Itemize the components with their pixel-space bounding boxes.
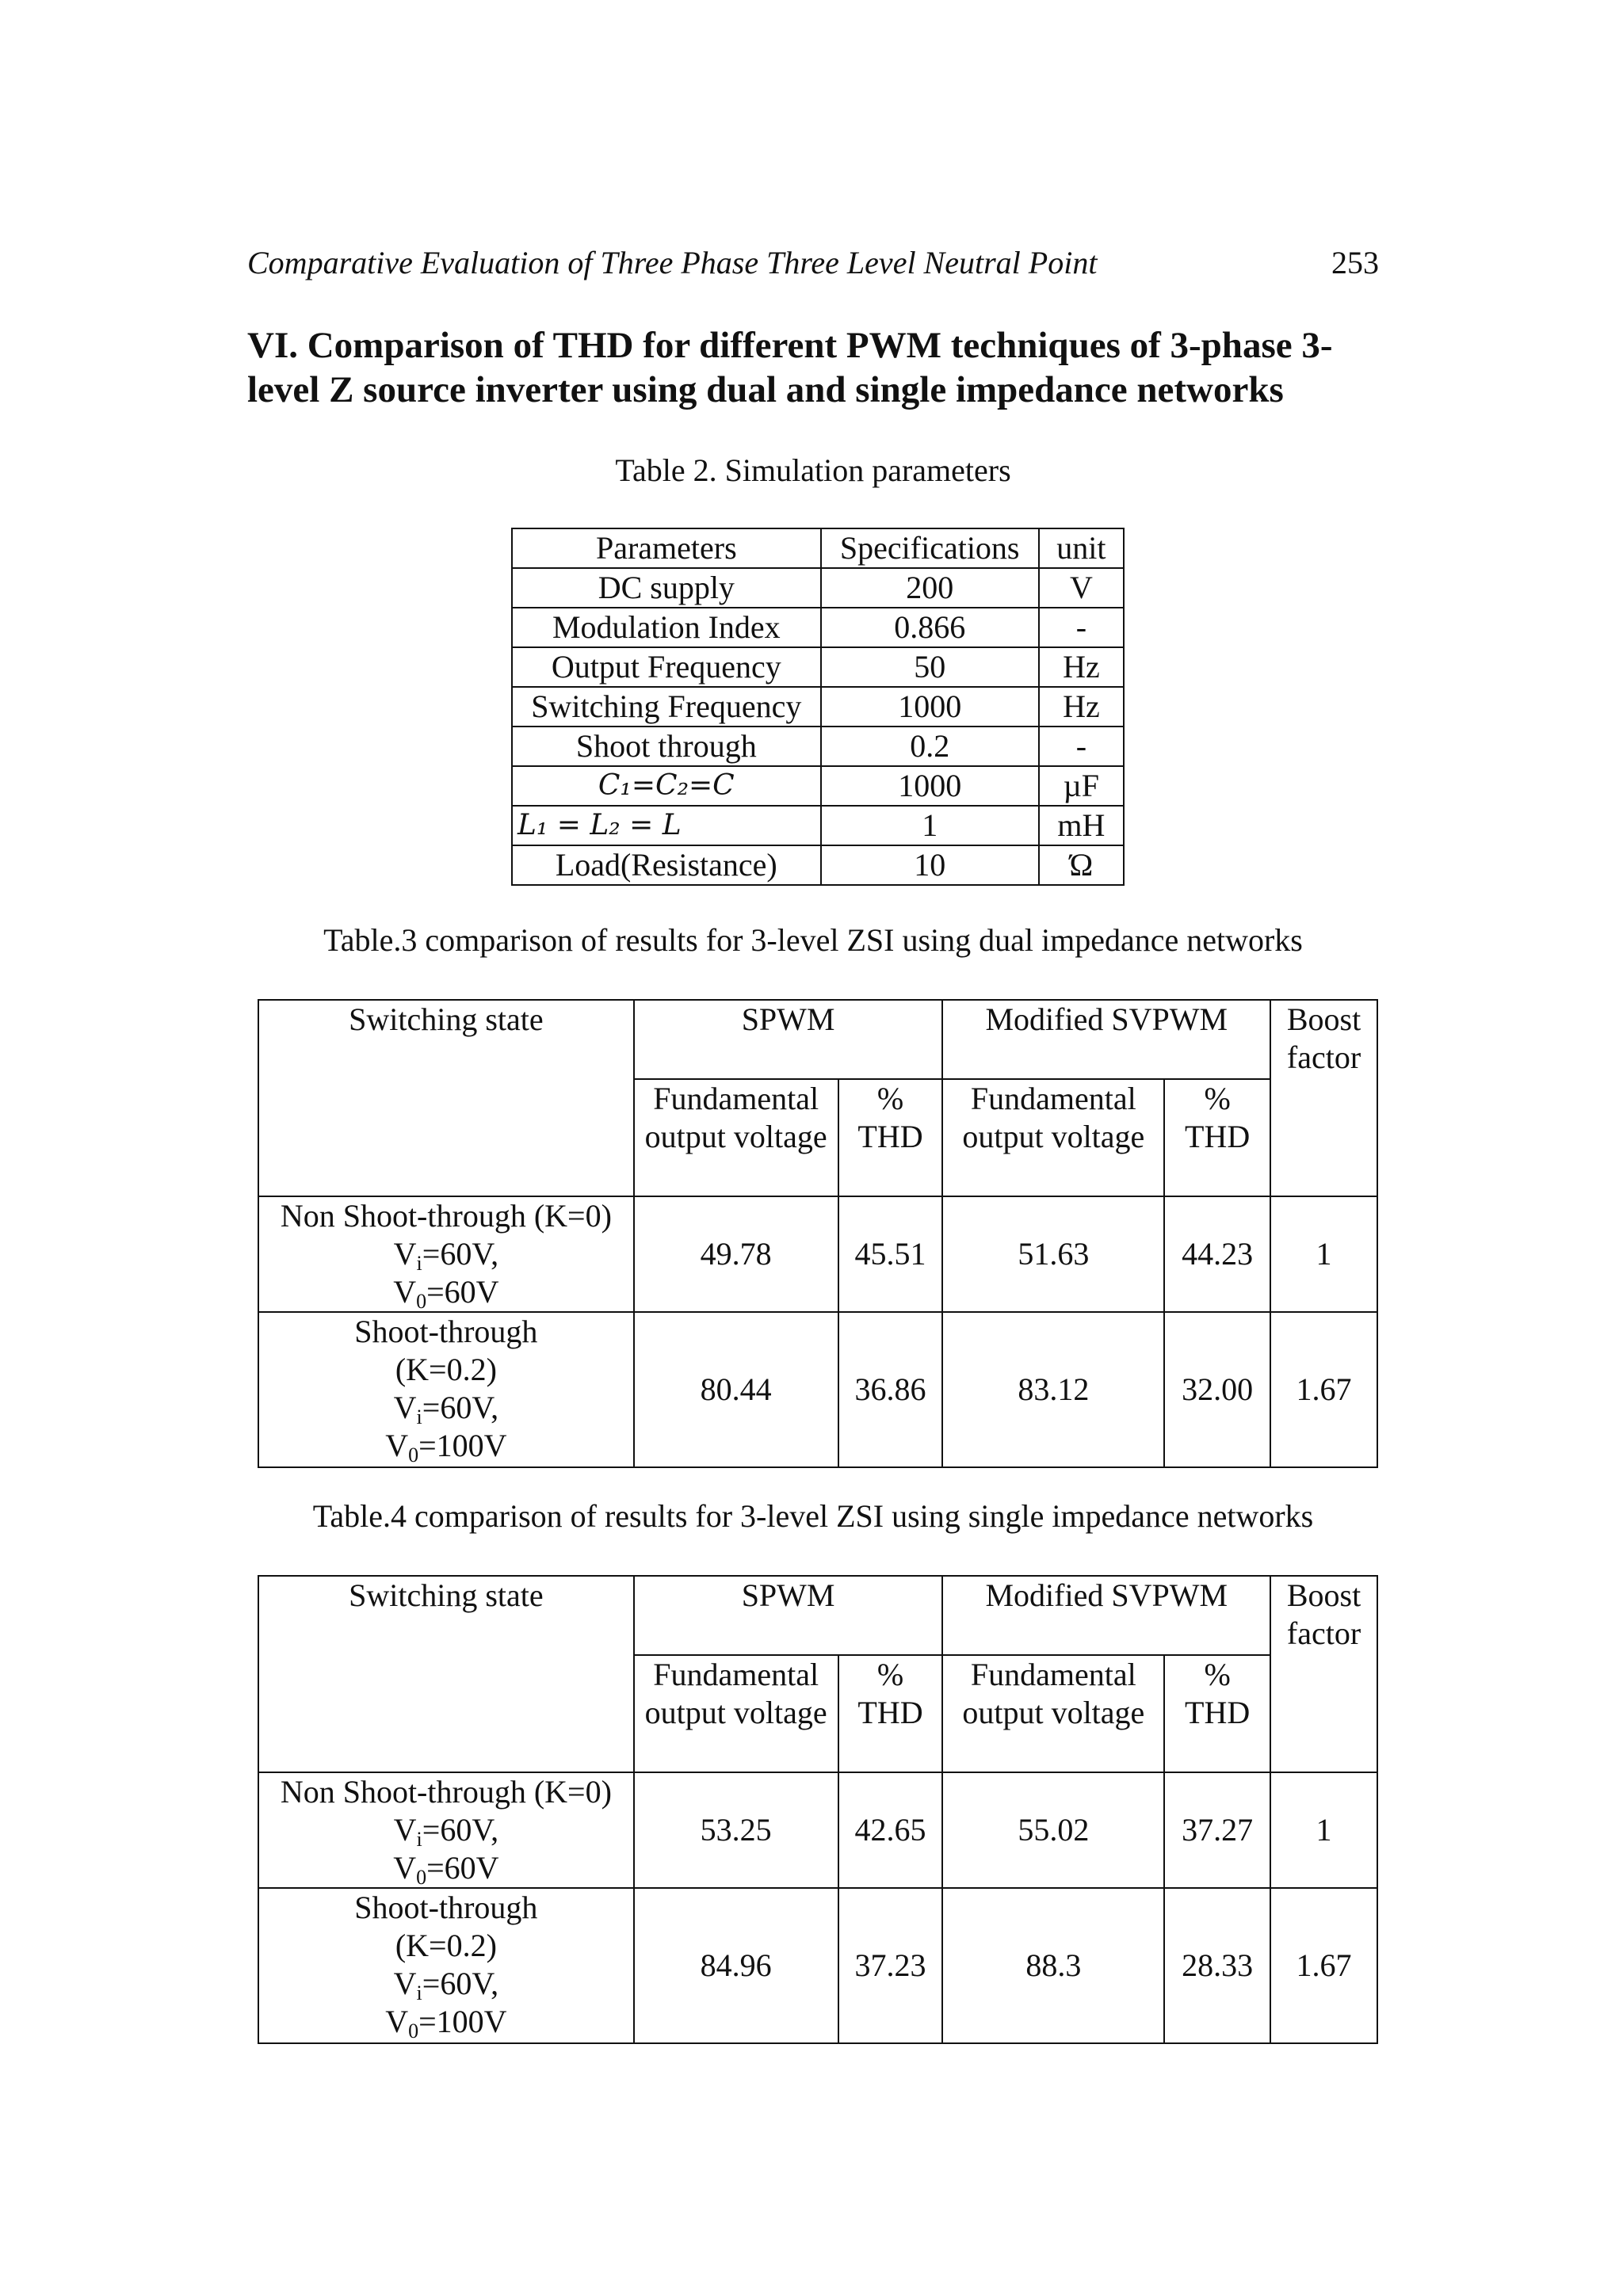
table3-caption: Table.3 comparison of results for 3-level ZSI using dual impedance networks bbox=[323, 922, 1303, 958]
table-cell: µF bbox=[1039, 766, 1124, 806]
table-cell: 44.23 bbox=[1164, 1196, 1270, 1312]
table-cell: 51.63 bbox=[942, 1196, 1164, 1312]
state-line: Non Shoot-through (K=0) bbox=[280, 1774, 612, 1810]
table-cell: 42.65 bbox=[838, 1772, 943, 1888]
table-row bbox=[512, 608, 1124, 647]
state-line: (K=0.2) bbox=[395, 1352, 497, 1387]
table-cell: Shoot through bbox=[512, 727, 821, 766]
table-cell: DC supply bbox=[512, 568, 821, 608]
table-cell: 1 bbox=[1270, 1196, 1377, 1312]
table-cell: 49.78 bbox=[634, 1196, 838, 1312]
table-row bbox=[512, 845, 1124, 885]
table2-caption: Table 2. Simulation parameters bbox=[615, 452, 1011, 488]
table-cell: 28.33 bbox=[1164, 1888, 1270, 2043]
table-cell-math: L₁ = L₂ = L bbox=[512, 806, 821, 845]
table-cell: - bbox=[1039, 727, 1124, 766]
header-cell: Specifications bbox=[821, 528, 1039, 568]
table-cell: Modulation Index bbox=[512, 608, 821, 647]
header-thd: % THD bbox=[1164, 1655, 1270, 1772]
table-cell: 53.25 bbox=[634, 1772, 838, 1888]
table-cell: Output Frequency bbox=[512, 647, 821, 687]
running-head bbox=[247, 244, 1379, 281]
state-line: $V_0=60V$ bbox=[393, 1850, 499, 1889]
table-cell: 45.51 bbox=[838, 1196, 943, 1312]
table-row bbox=[512, 727, 1124, 766]
state-line: $V_i=60V$, bbox=[393, 1966, 499, 2004]
table-cell: 55.02 bbox=[942, 1772, 1164, 1888]
header-fundamental-voltage: Fundamental output voltage bbox=[634, 1655, 838, 1772]
table-cell: Hz bbox=[1039, 687, 1124, 727]
state-line: Non Shoot-through (K=0) bbox=[280, 1198, 612, 1234]
header-thd: % THD bbox=[838, 1079, 943, 1196]
state-line: Shoot-through bbox=[354, 1890, 538, 1925]
table-row bbox=[258, 1888, 1377, 2043]
table-cell: 80.44 bbox=[634, 1312, 838, 1467]
state-label-cell bbox=[258, 1888, 634, 2043]
table-cell: Ώ bbox=[1039, 845, 1124, 885]
table-row bbox=[258, 1196, 1377, 1312]
page-number: 253 bbox=[1331, 245, 1379, 280]
table-cell: 37.23 bbox=[838, 1888, 943, 2043]
header-fundamental-voltage: Fundamental output voltage bbox=[634, 1079, 838, 1196]
table-row bbox=[512, 568, 1124, 608]
table-cell: Hz bbox=[1039, 647, 1124, 687]
table-cell: 1.67 bbox=[1270, 1312, 1377, 1467]
header-cell: unit bbox=[1039, 528, 1124, 568]
table-cell: 1000 bbox=[821, 687, 1039, 727]
state-line: $V_i=60V$, bbox=[393, 1812, 499, 1851]
simulation-parameters-table bbox=[511, 528, 1125, 886]
table-row bbox=[512, 766, 1124, 806]
state-line: $V_0=100V$ bbox=[385, 2004, 507, 2042]
header-cell: Parameters bbox=[512, 528, 821, 568]
table-row bbox=[258, 1312, 1377, 1467]
table-header-row bbox=[512, 528, 1124, 568]
table-cell: 84.96 bbox=[634, 1888, 838, 2043]
table-cell: 37.27 bbox=[1164, 1772, 1270, 1888]
running-head-title: Comparative Evaluation of Three Phase Three Level Neutral Point bbox=[247, 245, 1098, 280]
table-header-row bbox=[258, 1576, 1377, 1655]
header-fundamental-voltage: Fundamental output voltage bbox=[942, 1079, 1164, 1196]
header-spwm: SPWM bbox=[634, 1576, 943, 1655]
table-cell: 1.67 bbox=[1270, 1888, 1377, 2043]
table-cell: Load(Resistance) bbox=[512, 845, 821, 885]
state-label-cell bbox=[258, 1772, 634, 1888]
table-row bbox=[512, 806, 1124, 845]
header-spwm: SPWM bbox=[634, 1000, 943, 1079]
header-boost-factor: Boost factor bbox=[1270, 1000, 1377, 1196]
table-cell: 88.3 bbox=[942, 1888, 1164, 2043]
state-line: (K=0.2) bbox=[395, 1928, 497, 1963]
state-line: Shoot-through bbox=[354, 1314, 538, 1349]
table-cell: 32.00 bbox=[1164, 1312, 1270, 1467]
table-cell: 1000 bbox=[821, 766, 1039, 806]
dual-impedance-results-table bbox=[258, 999, 1378, 1468]
header-modified-svpwm: Modified SVPWM bbox=[942, 1576, 1270, 1655]
table-cell: Switching Frequency bbox=[512, 687, 821, 727]
table-cell: 50 bbox=[821, 647, 1039, 687]
section-heading: VI. Comparison of THD for different PWM techniques of 3-phase 3-level Z source inverter using dual and single impedance networks bbox=[247, 325, 1333, 410]
table-cell: 36.86 bbox=[838, 1312, 943, 1467]
table-cell: 200 bbox=[821, 568, 1039, 608]
table-cell: V bbox=[1039, 568, 1124, 608]
header-fundamental-voltage: Fundamental output voltage bbox=[942, 1655, 1164, 1772]
state-line: $V_i=60V$, bbox=[393, 1390, 499, 1428]
header-modified-svpwm: Modified SVPWM bbox=[942, 1000, 1270, 1079]
header-thd: % THD bbox=[838, 1655, 943, 1772]
table-row bbox=[258, 1772, 1377, 1888]
state-line: $V_0=60V$ bbox=[393, 1274, 499, 1313]
state-line: $V_i=60V$, bbox=[393, 1236, 499, 1275]
table4-caption: Table.4 comparison of results for 3-level ZSI using single impedance networks bbox=[312, 1498, 1314, 1534]
header-thd: % THD bbox=[1164, 1079, 1270, 1196]
table-row bbox=[512, 647, 1124, 687]
table-cell: mH bbox=[1039, 806, 1124, 845]
table-cell: 0.2 bbox=[821, 727, 1039, 766]
table-cell: 0.866 bbox=[821, 608, 1039, 647]
state-label-cell bbox=[258, 1312, 634, 1467]
table-cell: - bbox=[1039, 608, 1124, 647]
table-cell: 1 bbox=[1270, 1772, 1377, 1888]
table-cell: 10 bbox=[821, 845, 1039, 885]
table-cell: 1 bbox=[821, 806, 1039, 845]
table-header-row bbox=[258, 1000, 1377, 1079]
table-cell-math: C₁=C₂=C bbox=[512, 766, 821, 806]
header-switching-state: Switching state bbox=[258, 1576, 634, 1772]
header-switching-state: Switching state bbox=[258, 1000, 634, 1196]
table-cell: 83.12 bbox=[942, 1312, 1164, 1467]
state-label-cell bbox=[258, 1196, 634, 1312]
single-impedance-results-table bbox=[258, 1575, 1378, 2044]
table-row bbox=[512, 687, 1124, 727]
header-boost-factor: Boost factor bbox=[1270, 1576, 1377, 1772]
state-line: $V_0=100V$ bbox=[385, 1428, 507, 1466]
